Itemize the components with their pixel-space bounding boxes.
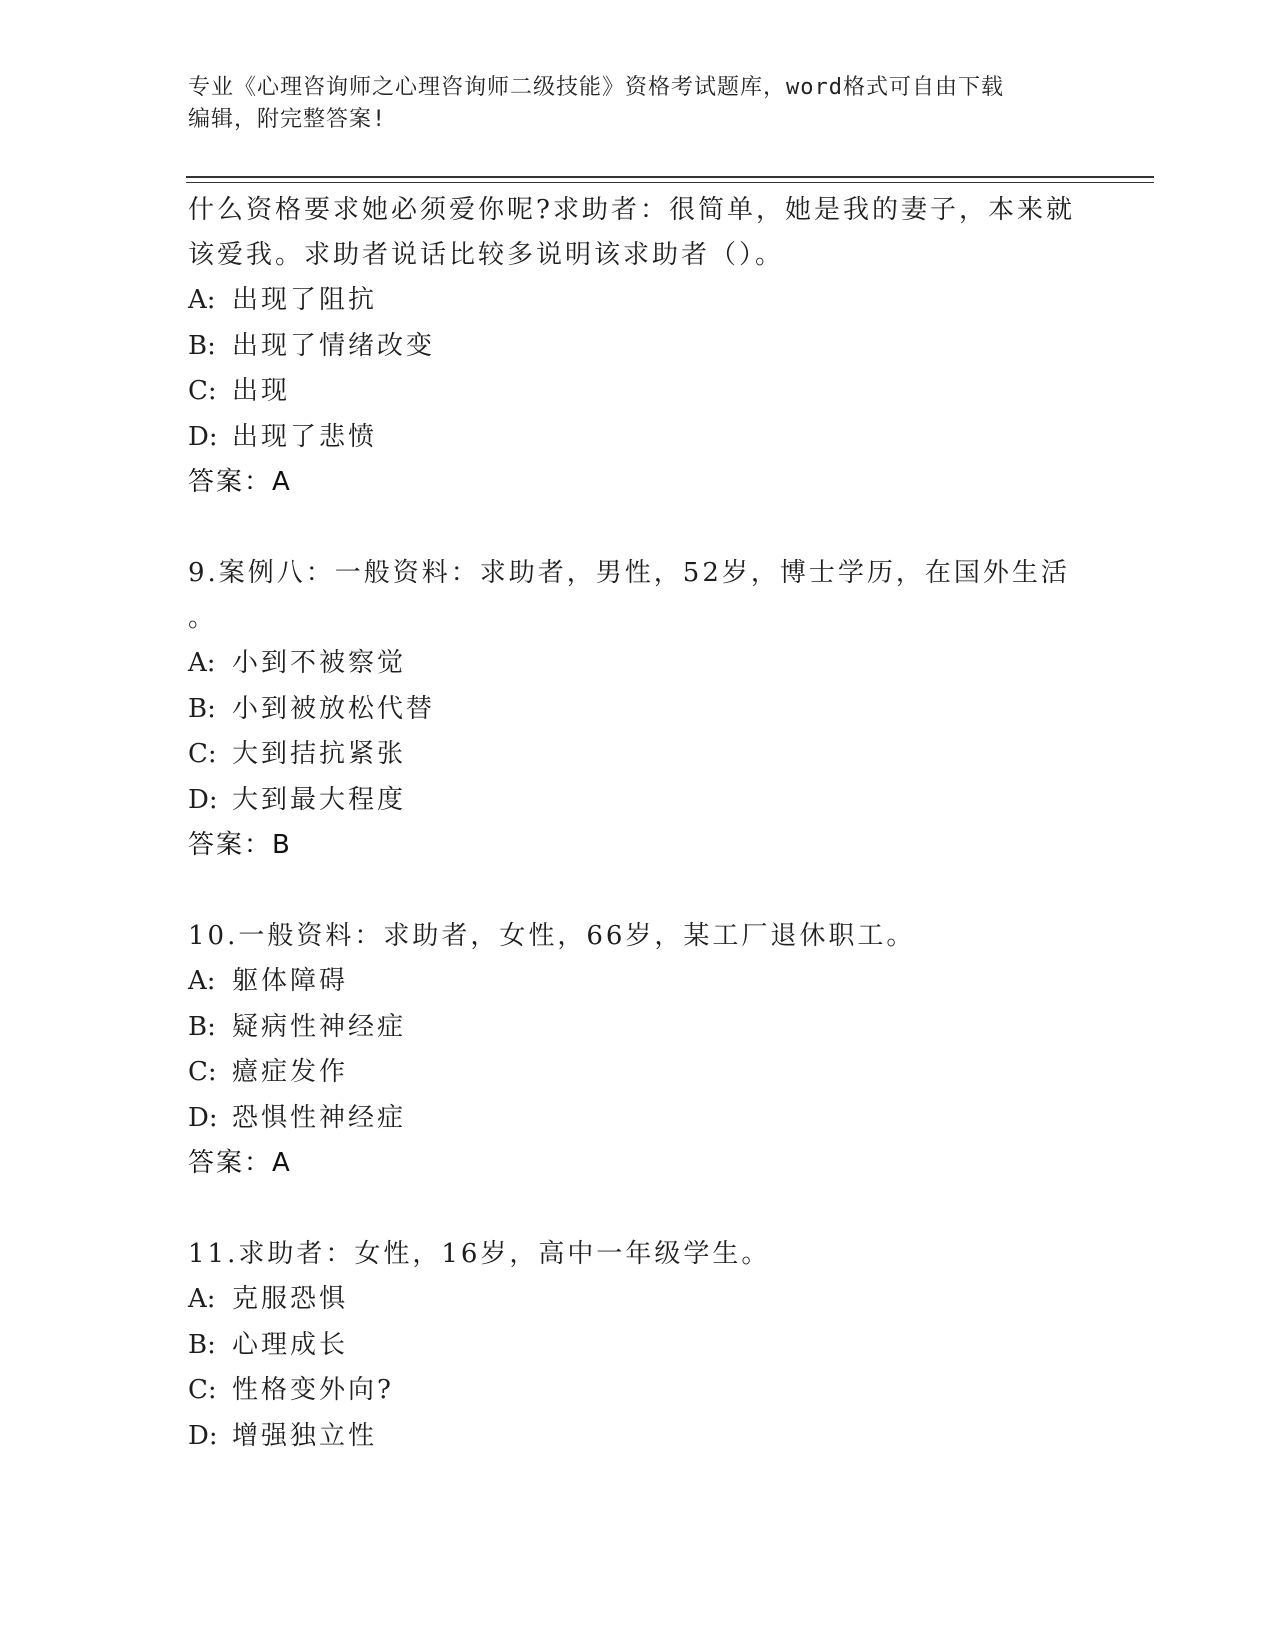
option-b bbox=[188, 1323, 1088, 1369]
option-key: A: bbox=[188, 1284, 216, 1314]
spacer bbox=[188, 868, 1088, 914]
option-text: 大到最大程度 bbox=[232, 784, 407, 815]
option-c bbox=[188, 732, 1088, 778]
option-a bbox=[188, 1277, 1088, 1323]
option-text: 心理成长 bbox=[232, 1329, 349, 1360]
header-line-1: 专业《心理咨询师之心理咨询师二级技能》资格考试题库，word格式可自由下载 bbox=[188, 75, 1004, 100]
option-key: D: bbox=[188, 1102, 218, 1133]
option-key: C: bbox=[188, 1057, 217, 1087]
option-text: 出现了悲愤 bbox=[232, 421, 378, 452]
option-a bbox=[188, 278, 1088, 324]
option-text: 性格变外向? bbox=[232, 1375, 394, 1405]
option-key: A: bbox=[188, 285, 216, 315]
option-a bbox=[188, 959, 1088, 1005]
question-stem-line: 该爱我。求助者说话比较多说明该求助者（）。 bbox=[188, 240, 785, 270]
question-8 bbox=[188, 188, 1088, 505]
option-text: 增强独立性 bbox=[232, 1420, 378, 1451]
option-text: 出现 bbox=[232, 376, 291, 406]
option-c bbox=[188, 369, 1088, 415]
question-9 bbox=[188, 551, 1088, 868]
option-text: 出现了阻抗 bbox=[232, 285, 378, 315]
page-header bbox=[188, 72, 1088, 136]
spacer bbox=[188, 505, 1088, 551]
option-text: 躯体障碍 bbox=[232, 966, 349, 996]
option-key: D: bbox=[188, 784, 218, 815]
question-11 bbox=[188, 1232, 1088, 1459]
option-text: 小到不被察觉 bbox=[232, 648, 407, 678]
option-text: 小到被放松代替 bbox=[232, 693, 436, 724]
option-text: 恐惧性神经症 bbox=[232, 1102, 407, 1133]
option-text: 出现了情绪改变 bbox=[232, 330, 436, 361]
question-stem-line: 9.案例八：一般资料：求助者，男性，52岁，博士学历，在国外生活 bbox=[188, 558, 1070, 588]
option-text: 癔症发作 bbox=[232, 1057, 349, 1087]
option-d bbox=[188, 1096, 1088, 1142]
option-d bbox=[188, 415, 1088, 461]
option-a bbox=[188, 641, 1088, 687]
option-key: A: bbox=[188, 966, 216, 996]
option-text: 克服恐惧 bbox=[232, 1284, 349, 1314]
option-text: 疑病性神经症 bbox=[232, 1011, 407, 1042]
question-stem-line: 什么资格要求她必须爱你呢?求助者：很简单，她是我的妻子，本来就 bbox=[188, 195, 1075, 225]
question-10 bbox=[188, 914, 1088, 1186]
option-key: D: bbox=[188, 1420, 218, 1451]
question-stem-line: 11.求助者：女性，16岁，高中一年级学生。 bbox=[188, 1239, 771, 1269]
spacer bbox=[188, 1186, 1088, 1232]
header-divider-thin bbox=[186, 182, 1154, 183]
option-key: D: bbox=[188, 421, 218, 452]
option-b bbox=[188, 324, 1088, 370]
option-key: A: bbox=[188, 648, 216, 678]
option-key: C: bbox=[188, 739, 217, 769]
option-key: B: bbox=[188, 693, 216, 724]
header-line-2: 编辑，附完整答案! bbox=[188, 107, 387, 132]
option-c bbox=[188, 1050, 1088, 1096]
option-key: C: bbox=[188, 1375, 217, 1405]
question-list bbox=[188, 188, 1088, 1459]
question-stem-line: 。 bbox=[188, 603, 218, 633]
option-text: 大到拮抗紧张 bbox=[232, 739, 407, 769]
option-key: B: bbox=[188, 1011, 216, 1042]
option-d bbox=[188, 778, 1088, 824]
answer-line: 答案：A bbox=[188, 467, 292, 497]
option-key: B: bbox=[188, 1329, 216, 1360]
header-divider-thick bbox=[186, 176, 1154, 178]
answer-line: 答案：B bbox=[188, 830, 292, 860]
option-c bbox=[188, 1368, 1088, 1414]
option-b bbox=[188, 687, 1088, 733]
option-key: B: bbox=[188, 330, 216, 361]
option-key: C: bbox=[188, 376, 217, 406]
question-stem-line: 10.一般资料：求助者，女性，66岁，某工厂退休职工。 bbox=[188, 921, 916, 951]
answer-line: 答案：A bbox=[188, 1148, 292, 1178]
option-d bbox=[188, 1414, 1088, 1460]
option-b bbox=[188, 1005, 1088, 1051]
